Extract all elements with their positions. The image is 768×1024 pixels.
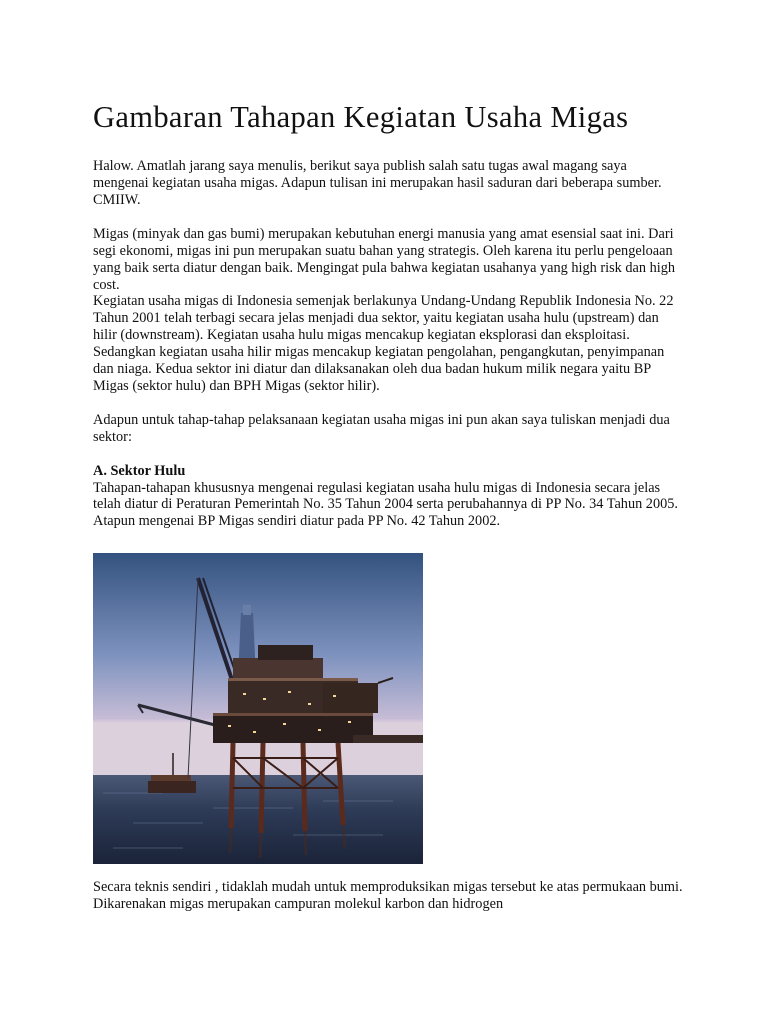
paragraph-gap bbox=[93, 395, 683, 412]
paragraph-gap bbox=[93, 209, 683, 226]
page-title: Gambaran Tahapan Kegiatan Usaha Migas bbox=[93, 100, 629, 134]
offshore-platform-illustration bbox=[93, 553, 423, 864]
paragraph-migas-definition: Migas (minyak dan gas bumi) merupakan kebutuhan energi manusia yang amat esensial saat ini. Dari segi ekonomi, migas ini pun merupakan suatu bahan yang strategis. Oleh karena itu perlu pengeloaan yang baik serta diatur dengan baik. Mengingat pula bahwa kegiatan usahanya yang high risk dan high cost. bbox=[93, 225, 676, 293]
offshore-oil-platform-photo bbox=[93, 553, 423, 864]
paragraph-hulu-regulation: Tahapan-tahapan khususnya mengenai regulasi kegiatan usaha hulu migas di Indonesia secara jelas telah diatur di Peraturan Pemerintah No. 35 Tahun 2004 serta perubahannya di PP No. 34 Tahun 2005. Atapun mengenai BP Migas sendiri diatur pada PP No. 42 Tahun 2002. bbox=[93, 479, 678, 530]
document-page bbox=[93, 100, 683, 913]
paragraph-gap bbox=[93, 446, 683, 463]
paragraph-regulation: Kegiatan usaha migas di Indonesia semenjak berlakunya Undang-Undang Republik Indonesia No. 22 Tahun 2001 telah terbagi secara jelas menjadi dua sektor, yaitu kegiatan usaha hulu (upstream) dan hilir (downstream). Kegiatan usaha hulu migas mencakup kegiatan eksplorasi dan eksploitasi. Sedangkan kegiatan usaha hilir migas mencakup kegiatan pengolahan, pengangkutan, penyimpanan dan niaga. Kedua sektor ini diatur dan dilaksanakan oleh dua badan hukum milik negara yaitu BP Migas (sektor hulu) dan BPH Migas (sektor hilir). bbox=[93, 293, 674, 394]
paragraph-intro: Halow. Amatlah jarang saya menulis, berikut saya publish salah satu tugas awal magang saya mengenai kegiatan usaha migas. Adapun tulisan ini merupakan hasil saduran dari beberapa sumber. CMIIW. bbox=[93, 158, 662, 208]
paragraph-technical: Secara teknis sendiri , tidaklah mudah untuk memproduksikan migas tersebut ke atas permukaan bumi. Dikarenakan migas merupakan campuran molekul karbon dan hidrogen bbox=[93, 879, 683, 913]
deck-extension bbox=[353, 735, 423, 743]
paragraph-sectors-intro: Adapun untuk tahap-tahap pelaksanaan kegiatan usaha migas ini pun akan saya tuliskan menjadi dua sektor: bbox=[93, 411, 670, 445]
section-heading-sektor-hulu: A. Sektor Hulu bbox=[93, 462, 186, 479]
